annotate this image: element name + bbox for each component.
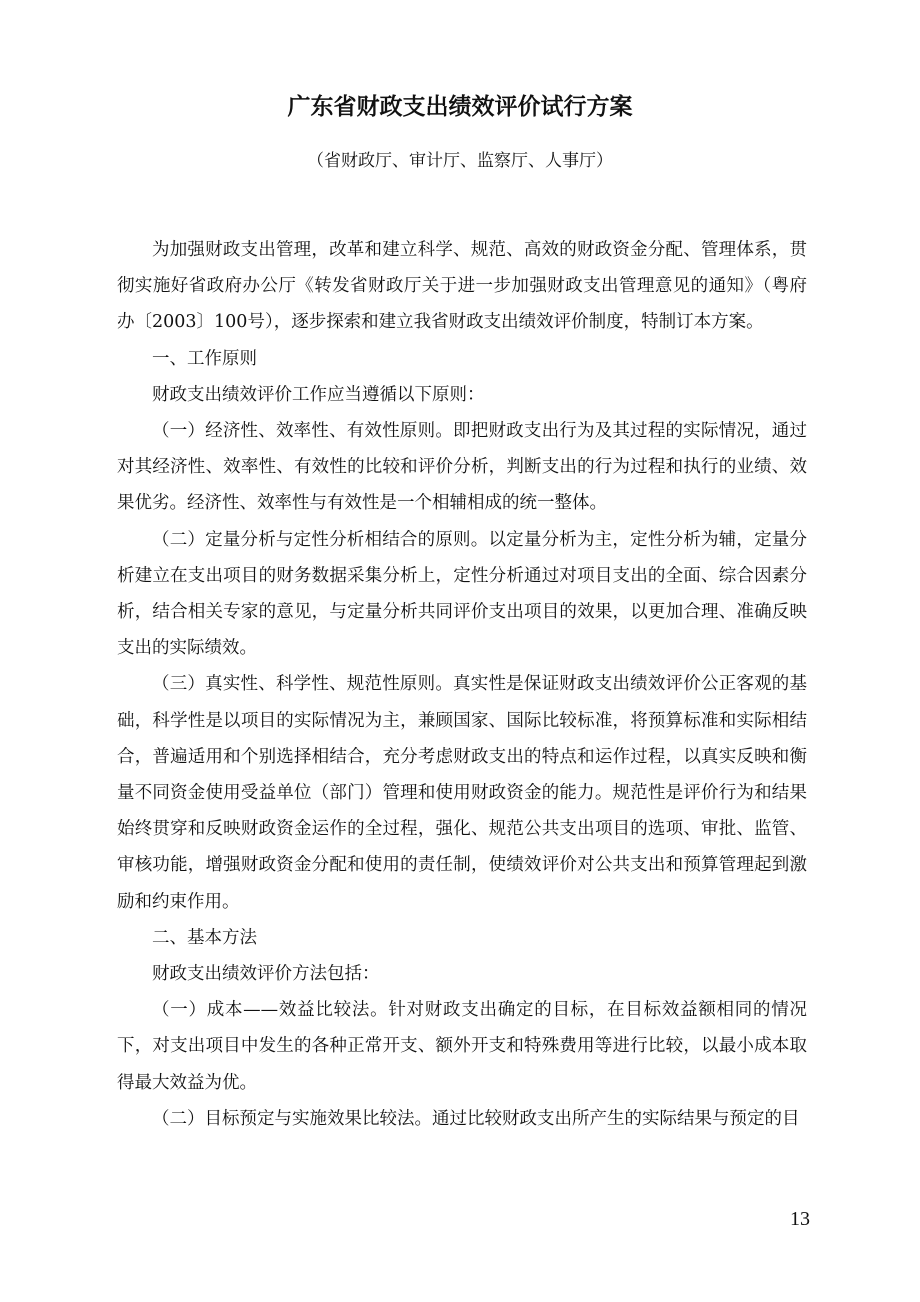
document-issuers: （省财政厅、审计厅、监察厅、人事厅） xyxy=(307,151,613,171)
paragraph-method-1: （一）成本——效益比较法。针对财政支出确定的目标，在目标效益额相同的情况下，对支出项目中发生的各种正常开支、额外开支和特殊费用等进行比较，以最小成本取得最大效益为优。 xyxy=(117,1000,807,1093)
paragraph-principle-1: （一）经济性、效率性、有效性原则。即把财政支出行为及其过程的实际情况，通过对其经济性、效率性、有效性的比较和评价分析，判断支出的行为过程和执行的业绩、效果优劣。经济性、效率性与有效性是一个相辅相成的统一整体。 xyxy=(117,421,807,514)
paragraph-intro: 为加强财政支出管理，改革和建立科学、规范、高效的财政资金分配、管理体系，贯彻实施好省政府办公厅《转发省财政厅关于进一步加强财政支出管理意见的通知》（粤府办〔2003〕100号），逐步探索和建立我省财政支出绩效评价制度，特制订本方案。 xyxy=(117,240,807,333)
page-number: 13 xyxy=(790,1208,810,1230)
paragraph-methods-lead: 财政支出绩效评价方法包括： xyxy=(152,964,380,985)
section-heading-principles: 一、工作原则 xyxy=(152,348,257,369)
paragraph-principles-lead: 财政支出绩效评价工作应当遵循以下原则： xyxy=(152,384,485,405)
section-heading-methods: 二、基本方法 xyxy=(152,927,257,948)
document-title: 广东省财政支出绩效评价试行方案 xyxy=(287,94,633,120)
paragraph-method-2: （二）目标预定与实施效果比较法。通过比较财政支出所产生的实际结果与预定的目 xyxy=(152,1108,800,1129)
paragraph-principle-2: （二）定量分析与定性分析相结合的原则。以定量分析为主，定性分析为辅，定量分析建立在支出项目的财务数据采集分析上，定性分析通过对项目支出的全面、综合因素分析，结合相关专家的意见，与定量分析共同评价支出项目的效果，以更加合理、准确反映支出的实际绩效。 xyxy=(117,529,807,659)
paragraph-principle-3: （三）真实性、科学性、规范性原则。真实性是保证财政支出绩效评价公正客观的基础，科学性是以项目的实际情况为主，兼顾国家、国际比较标准，将预算标准和实际相结合，普遍适用和个别选择相结合，充分考虑财政支出的特点和运作过程，以真实反映和衡量不同资金使用受益单位（部门）管理和使用财政资金的能力。规范性是评价行为和结果始终贯穿和反映财政资金运作的全过程，强化、规范公共支出项目的选项、审批、监管、审核功能，增强财政资金分配和使用的责任制，使绩效评价对公共支出和预算管理起到激励和约束作用。 xyxy=(117,674,807,912)
document-body xyxy=(117,232,807,1137)
